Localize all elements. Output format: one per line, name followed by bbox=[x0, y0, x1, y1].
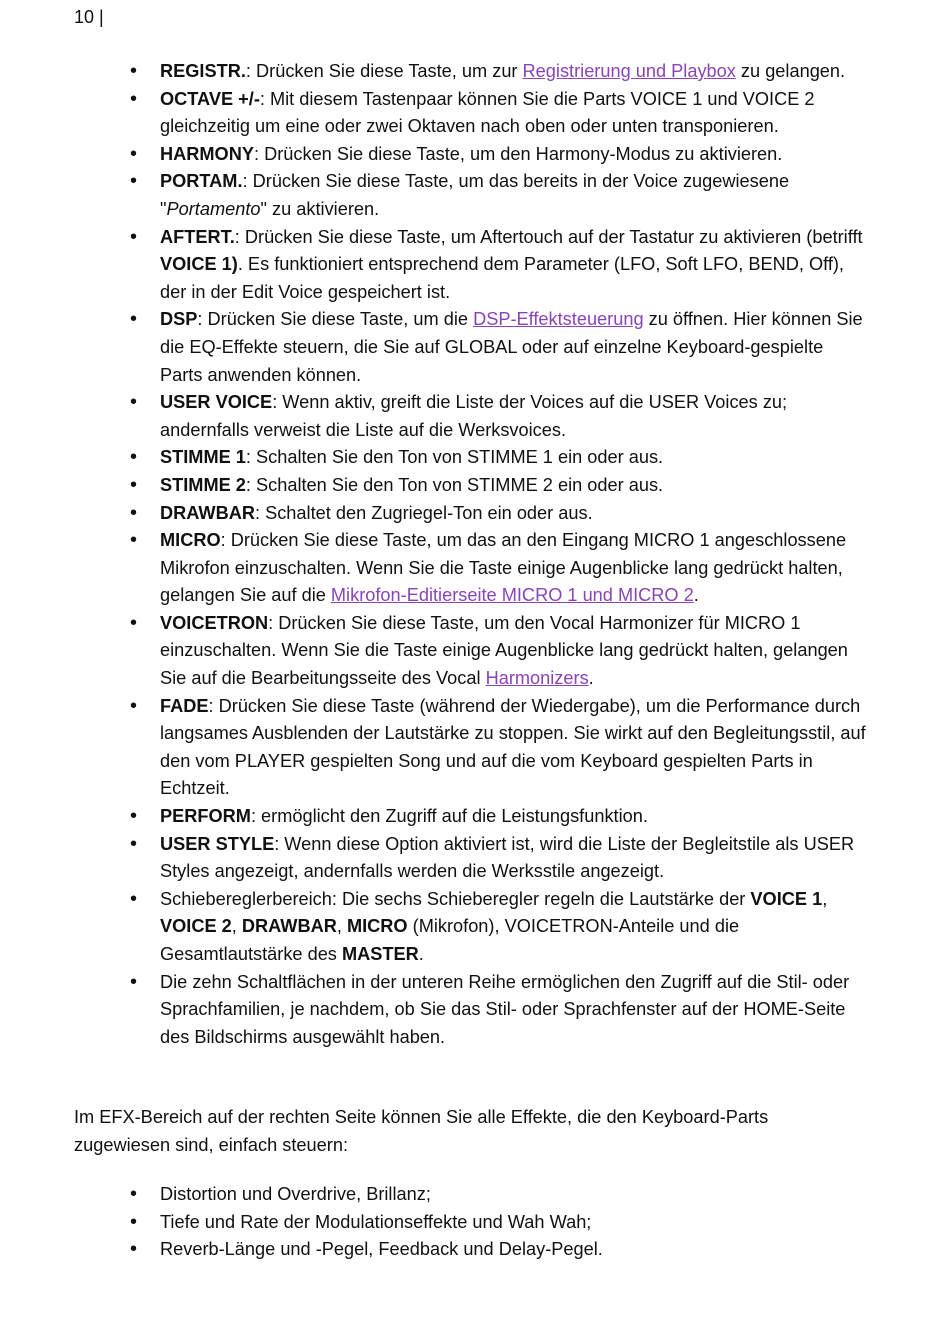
control-list bbox=[128, 58, 868, 1051]
list-item: • Distortion und Overdrive, Brillanz; bbox=[128, 1181, 868, 1209]
term: DSP bbox=[160, 309, 198, 330]
list-item-perform: • PERFORM: ermöglicht den Zugriff auf die Leistungsfunktion. bbox=[128, 803, 868, 831]
list-item-aftert: • AFTERT.: Drücken Sie diese Taste, um Aftertouch auf der Tastatur zu aktivieren (betrifft VOICE 1). Es funktioniert entsprechend dem Parameter (LFO, Soft LFO, BEND, Off), der in der Edit Voice gespeichert ist. bbox=[128, 224, 868, 307]
term: STIMME 1 bbox=[160, 447, 246, 468]
term: REGISTR. bbox=[160, 61, 246, 81]
list-item-drawbar: • DRAWBAR: Schaltet den Zugriegel-Ton ein oder aus. bbox=[128, 500, 868, 528]
page-number: 10 | bbox=[74, 7, 104, 27]
term: VOICETRON bbox=[160, 612, 269, 633]
list-item-user-style: • USER STYLE: Wenn diese Option aktiviert ist, wird die Liste der Begleitstile als USER Styles angezeigt, andernfalls werden die Werksstile angezeigt. bbox=[128, 831, 868, 886]
term: AFTERT. bbox=[160, 226, 235, 247]
list-item-micro: • MICRO: Drücken Sie diese Taste, um das an den Eingang MICRO 1 angeschlossene Mikrofon einzuschalten. Wenn Sie die Taste einige Augenblicke lang gedrückt halten, gelangen Sie auf die Mikrofon-Editierseite MICRO 1 und MICRO 2. bbox=[128, 527, 868, 610]
term: FADE bbox=[160, 695, 209, 716]
list-item-dsp: • DSP: Drücken Sie diese Taste, um die DSP-Effektsteuerung zu öffnen. Hier können Sie die EQ-Effekte steuern, die Sie auf GLOBAL oder auf einzelne Keyboard-gespielte Parts anwenden können. bbox=[128, 306, 868, 389]
term: USER STYLE bbox=[160, 833, 275, 854]
efx-list bbox=[128, 1181, 868, 1264]
term: DRAWBAR bbox=[160, 502, 255, 523]
list-item-fade: • FADE: Drücken Sie diese Taste (während der Wiedergabe), um die Performance durch langsames Ausblenden der Lautstärke zu stoppen. Sie wirkt auf den Begleitungsstil, auf den vom PLAYER gespielten Song und auf die vom Keyboard gespielten Parts in Echtzeit. bbox=[128, 693, 868, 803]
term: PERFORM bbox=[160, 806, 251, 827]
term: USER VOICE bbox=[160, 392, 273, 413]
list-item-slider-area: • Schiebereglerbereich: Die sechs Schieberegler regeln die Lautstärke der VOICE 1, VOICE 2, DRAWBAR, MICRO (Mikrofon), VOICETRON-Anteile und die Gesamtlautstärke des MASTER. bbox=[128, 886, 868, 969]
link-registrierung[interactable]: Registrierung und Playbox bbox=[522, 61, 736, 81]
list-item-user-voice: • USER VOICE: Wenn aktiv, greift die Liste der Voices auf die USER Voices zu; andernfalls verweist die Liste auf die Werksvoices. bbox=[128, 389, 868, 444]
efx-paragraph: Im EFX-Bereich auf der rechten Seite können Sie alle Effekte, die den Keyboard-Parts zugewiesen sind, einfach steuern: bbox=[74, 1107, 769, 1155]
list-item-harmony: • HARMONY: Drücken Sie diese Taste, um den Harmony-Modus zu aktivieren. bbox=[128, 141, 868, 169]
link-mikrofon-editierseite[interactable]: Mikrofon-Editierseite MICRO 1 und MICRO 2 bbox=[330, 585, 694, 606]
link-harmonizers[interactable]: Harmonizers bbox=[485, 668, 589, 689]
list-item-registr: • REGISTR.: Drücken Sie diese Taste, um zur Registrierung und Playbox zu gelangen. bbox=[128, 58, 868, 86]
term: STIMME 2 bbox=[160, 474, 246, 495]
term: PORTAM. bbox=[160, 171, 243, 192]
term: MICRO bbox=[160, 530, 221, 551]
link-dsp-effektsteuerung[interactable]: DSP-Effektsteuerung bbox=[473, 309, 644, 330]
list-item-portam: • PORTAM.: Drücken Sie diese Taste, um das bereits in der Voice zugewiesene "Portamento" zu aktivieren. bbox=[128, 168, 868, 223]
list-item: • Reverb-Länge und -Pegel, Feedback und Delay-Pegel. bbox=[128, 1236, 868, 1264]
list-item-octave: • OCTAVE +/-: Mit diesem Tastenpaar können Sie die Parts VOICE 1 und VOICE 2 gleichzeitig um eine oder zwei Oktaven nach oben oder unten transponieren. bbox=[128, 86, 868, 141]
list-item-bottom-buttons: • Die zehn Schaltflächen in der unteren Reihe ermöglichen den Zugriff auf die Stil- oder Sprachfamilien, je nachdem, ob Sie das Stil- oder Sprachfenster auf der HOME-Seite des Bildschirms ausgewählt haben. bbox=[128, 969, 868, 1052]
list-item-stimme-1: • STIMME 1: Schalten Sie den Ton von STIMME 1 ein oder aus. bbox=[128, 444, 868, 472]
term: OCTAVE +/- bbox=[160, 88, 260, 109]
list-item-voicetron: • VOICETRON: Drücken Sie diese Taste, um den Vocal Harmonizer für MICRO 1 einzuschalten. Wenn Sie die Taste einige Augenblicke lang gedrückt halten, gelangen Sie auf die Bearbeitungsseite des Vocal Harmonizers. bbox=[128, 610, 868, 693]
list-item: • Tiefe und Rate der Modulationseffekte und Wah Wah; bbox=[128, 1209, 868, 1237]
term: HARMONY bbox=[160, 143, 254, 164]
list-item-stimme-2: • STIMME 2: Schalten Sie den Ton von STIMME 2 ein oder aus. bbox=[128, 472, 868, 500]
